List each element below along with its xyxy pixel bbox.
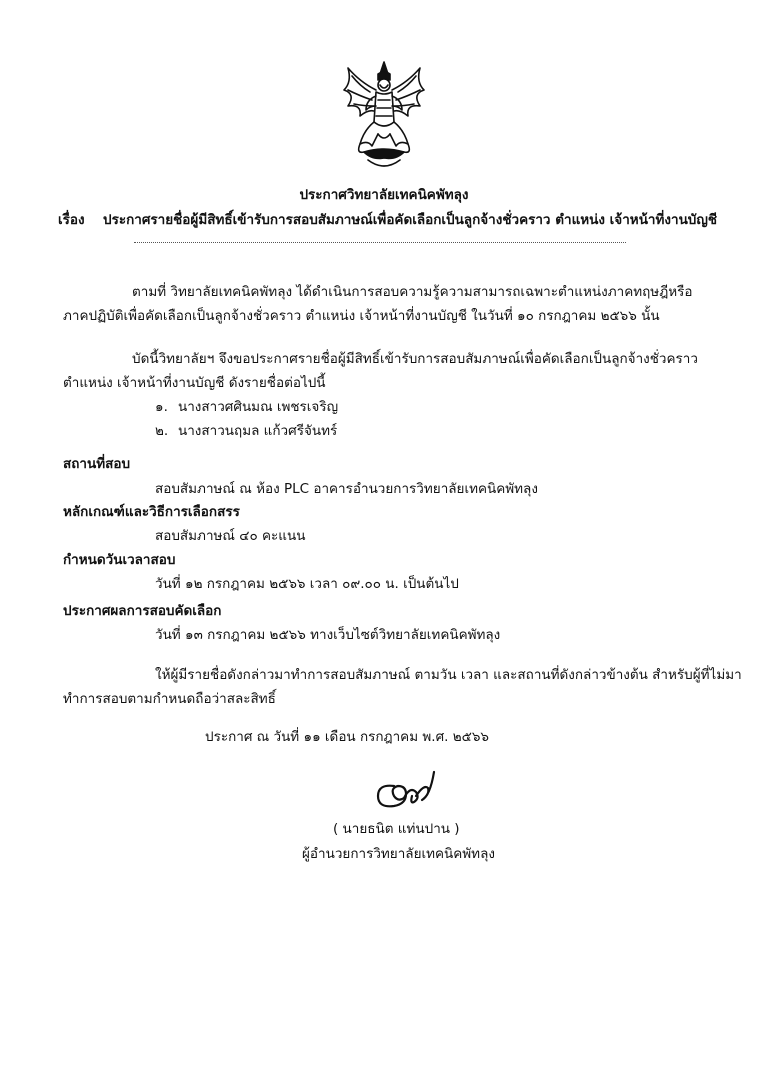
signatory-position: ผู้อำนวยการวิทยาลัยเทคนิคพัทลุง (302, 846, 495, 862)
candidate-number: ๑. (155, 399, 168, 415)
result-heading: ประกาศผลการสอบคัดเลือก (63, 603, 222, 619)
criteria-heading: หลักเกณฑ์และวิธีการเลือกสรร (63, 504, 240, 520)
paragraph1-line2: ภาคปฏิบัติเพื่อคัดเลือกเป็นลูกจ้างชั่วคราว ตำแหน่ง เจ้าหน้าที่งานบัญชี ในวันที่ ๑๐ กรกฎาคม ๒๕๖๖ นั้น (63, 308, 660, 324)
paragraph2-line2: ตำแหน่ง เจ้าหน้าที่งานบัญชี ดังรายชื่อต่อไปนี้ (63, 375, 326, 391)
garuda-emblem-icon (334, 60, 434, 172)
paragraph2-line1: บัดนี้วิทยาลัยฯ จึงขอประกาศรายชื่อผู้มีสิทธิ์เข้ารับการสอบสัมภาษณ์เพื่อคัดเลือกเป็นลูกจ้างชั่วคราว (132, 351, 698, 367)
paragraph1-line1: ตามที่ วิทยาลัยเทคนิคพัทลุง ได้ดำเนินการสอบความรู้ความสามารถเฉพาะตำแหน่งภาคทฤษฎีหรือ (132, 284, 693, 300)
result-text: วันที่ ๑๓ กรกฎาคม ๒๕๖๖ ทางเว็บไซต์วิทยาลัยเทคนิคพัทลุง (155, 627, 501, 643)
venue-heading: สถานที่สอบ (63, 456, 131, 472)
criteria-text: สอบสัมภาษณ์ ๔๐ คะแนน (155, 528, 306, 544)
announce-date: ประกาศ ณ วันที่ ๑๑ เดือน กรกฎาคม พ.ศ. ๒๕๖๖ (205, 729, 490, 745)
divider-line (134, 242, 626, 243)
candidate-name: นางสาวศศินมณ เพชรเจริญ (178, 399, 339, 415)
closing-line2: ทำการสอบตามกำหนดถือว่าสละสิทธิ์ (63, 691, 276, 707)
closing-line1: ให้ผู้มีรายชื่อดังกล่าวมาทำการสอบสัมภาษณ์ ตามวัน เวลา และสถานที่ดังกล่าวข้างต้น สำหรับผู้ที่ไม่มา (155, 667, 742, 683)
schedule-heading: กำหนดวันเวลาสอบ (63, 552, 176, 568)
subject-text: ประกาศรายชื่อผู้มีสิทธิ์เข้ารับการสอบสัมภาษณ์เพื่อคัดเลือกเป็นลูกจ้างชั่วคราว ตำแหน่ง เจ้าหน้าที่งานบัญชี (103, 212, 718, 228)
signatory-name: ( นายธนิต แท่นปาน ) (333, 821, 460, 837)
subject-label: เรื่อง (58, 212, 85, 228)
schedule-text: วันที่ ๑๒ กรกฎาคม ๒๕๖๖ เวลา ๐๙.๐๐ น. เป็นต้นไป (155, 576, 459, 592)
candidate-number: ๒. (155, 423, 169, 439)
candidate-name: นางสาวนฤมล แก้วศรีจันทร์ (178, 423, 338, 439)
venue-text: สอบสัมภาษณ์ ณ ห้อง PLC อาคารอำนวยการวิทยาลัยเทคนิคพัทลุง (155, 481, 538, 497)
signature-mark (370, 766, 442, 816)
page-title: ประกาศวิทยาลัยเทคนิคพัทลุง (299, 187, 469, 203)
